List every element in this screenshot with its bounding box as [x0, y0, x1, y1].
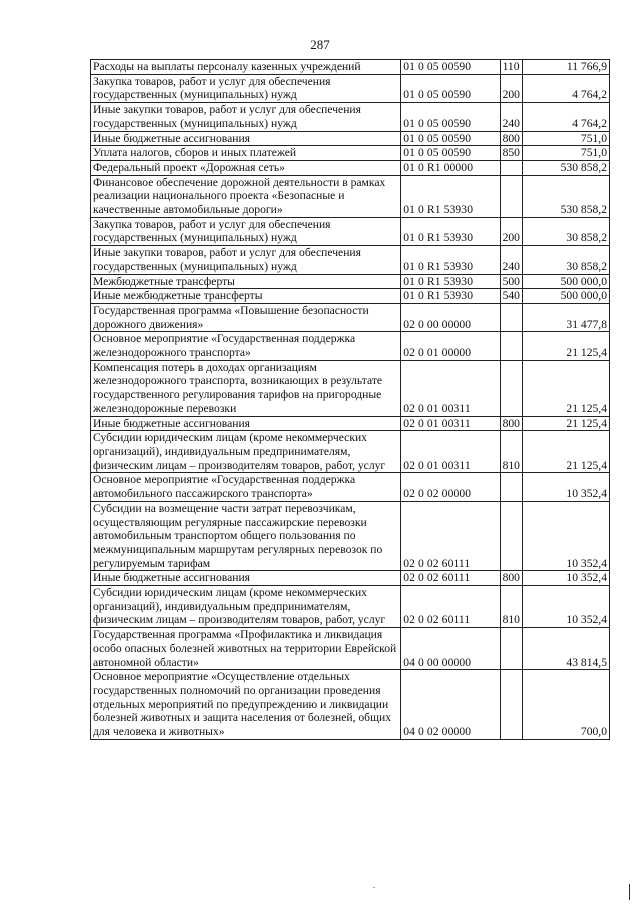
row-expense-type — [500, 303, 522, 331]
row-amount: 21 125,4 — [522, 360, 609, 416]
row-code: 01 0 R1 53930 — [401, 274, 500, 289]
table-row — [91, 473, 610, 501]
row-name: Иные закупки товаров, работ и услуг для обеспечения государственных (муниципальных) нужд — [91, 103, 401, 131]
row-expense-type: 800 — [500, 571, 522, 586]
table-row — [91, 360, 610, 416]
row-code: 01 0 R1 53930 — [401, 175, 500, 217]
row-name: Государственная программа «Профилактика и ликвидация особо опасных болезней животных на территории Еврейской автономной области» — [91, 628, 401, 670]
row-expense-type: 810 — [500, 431, 522, 473]
row-amount: 10 352,4 — [522, 586, 609, 628]
row-code: 01 0 05 00590 — [401, 146, 500, 161]
row-expense-type — [500, 473, 522, 501]
row-amount: 751,0 — [522, 131, 609, 146]
row-amount: 530 858,2 — [522, 160, 609, 175]
row-code: 02 0 01 00311 — [401, 431, 500, 473]
row-name: Иные закупки товаров, работ и услуг для обеспечения государственных (муниципальных) нужд — [91, 246, 401, 274]
row-name: Закупка товаров, работ и услуг для обеспечения государственных (муниципальных) нужд — [91, 74, 401, 102]
table-row — [91, 628, 610, 670]
row-code: 02 0 00 00000 — [401, 303, 500, 331]
row-name: Субсидии на возмещение части затрат перевозчикам, осуществляющим регулярные пассажирские перевозки автомобильным транспортом общего пользования по межмуниципальным маршрутам регулярных перевозок по регулируемым тарифам — [91, 501, 401, 571]
budget-table-body — [91, 60, 610, 740]
row-expense-type: 850 — [500, 146, 522, 161]
row-expense-type: 200 — [500, 217, 522, 245]
table-row — [91, 332, 610, 360]
row-expense-type: 800 — [500, 131, 522, 146]
row-expense-type: 240 — [500, 103, 522, 131]
row-name: Иные бюджетные ассигнования — [91, 131, 401, 146]
row-amount: 43 814,5 — [522, 628, 609, 670]
table-row — [91, 670, 610, 740]
row-name: Расходы на выплаты персоналу казенных учреждений — [91, 60, 401, 75]
row-code: 01 0 05 00590 — [401, 60, 500, 75]
row-name: Иные межбюджетные трансферты — [91, 289, 401, 304]
row-name: Иные бюджетные ассигнования — [91, 416, 401, 431]
table-row — [91, 586, 610, 628]
row-amount: 4 764,2 — [522, 74, 609, 102]
table-row — [91, 131, 610, 146]
row-amount: 10 352,4 — [522, 501, 609, 571]
row-expense-type: 240 — [500, 246, 522, 274]
table-row — [91, 501, 610, 571]
table-row — [91, 431, 610, 473]
row-code: 01 0 R1 53930 — [401, 217, 500, 245]
row-expense-type: 800 — [500, 416, 522, 431]
row-code: 02 0 02 60111 — [401, 571, 500, 586]
row-code: 01 0 05 00590 — [401, 131, 500, 146]
row-amount: 10 352,4 — [522, 571, 609, 586]
row-name: Межбюджетные трансферты — [91, 274, 401, 289]
table-row — [91, 60, 610, 75]
row-name: Основное мероприятие «Государственная поддержка автомобильного пассажирского транспорта» — [91, 473, 401, 501]
row-expense-type: 810 — [500, 586, 522, 628]
row-code: 02 0 02 60111 — [401, 586, 500, 628]
row-code: 02 0 01 00311 — [401, 360, 500, 416]
table-row — [91, 103, 610, 131]
row-expense-type — [500, 628, 522, 670]
row-name: Основное мероприятие «Государственная поддержка железнодорожного транспорта» — [91, 332, 401, 360]
row-amount: 21 125,4 — [522, 416, 609, 431]
row-name: Основное мероприятие «Осуществление отдельных государственных полномочий по организации проведения отдельных мероприятий по предупреждению и ликвидации болезней животных и защита населения от болезней, общих для человека и животных» — [91, 670, 401, 740]
row-expense-type: 200 — [500, 74, 522, 102]
row-name: Иные бюджетные ассигнования — [91, 571, 401, 586]
row-amount: 700,0 — [522, 670, 609, 740]
row-expense-type — [500, 501, 522, 571]
row-code: 04 0 02 00000 — [401, 670, 500, 740]
row-code: 01 0 05 00590 — [401, 103, 500, 131]
row-amount: 500 000,0 — [522, 289, 609, 304]
row-name: Компенсация потерь в доходах организациям железнодорожного транспорта, возникающих в результате государственного регулирования тарифов на пригородные железнодорожные перевозки — [91, 360, 401, 416]
row-name: Закупка товаров, работ и услуг для обеспечения государственных (муниципальных) нужд — [91, 217, 401, 245]
margin-tick — [629, 884, 630, 900]
table-row — [91, 175, 610, 217]
row-name: Субсидии юридическим лицам (кроме некоммерческих организаций), индивидуальным предпринимателям, физическим лицам – производителям товаров, работ, услуг — [91, 431, 401, 473]
row-name: Финансовое обеспечение дорожной деятельности в рамках реализации национального проекта «Безопасные и качественные автомобильные дороги» — [91, 175, 401, 217]
table-row — [91, 160, 610, 175]
footer-mark: . — [373, 880, 376, 890]
table-row — [91, 146, 610, 161]
row-code: 01 0 05 00590 — [401, 74, 500, 102]
row-amount: 500 000,0 — [522, 274, 609, 289]
row-expense-type: 500 — [500, 274, 522, 289]
table-row — [91, 246, 610, 274]
row-expense-type — [500, 160, 522, 175]
row-name: Субсидии юридическим лицам (кроме некоммерческих организаций), индивидуальным предпринимателям, физическим лицам – производителям товаров, работ, услуг — [91, 586, 401, 628]
table-row — [91, 74, 610, 102]
row-amount: 11 766,9 — [522, 60, 609, 75]
budget-table — [90, 59, 610, 740]
row-amount: 31 477,8 — [522, 303, 609, 331]
row-name: Уплата налогов, сборов и иных платежей — [91, 146, 401, 161]
table-row — [91, 274, 610, 289]
row-code: 02 0 01 00311 — [401, 416, 500, 431]
row-expense-type: 540 — [500, 289, 522, 304]
row-expense-type — [500, 360, 522, 416]
row-code: 04 0 00 00000 — [401, 628, 500, 670]
row-expense-type: 110 — [500, 60, 522, 75]
row-amount: 4 764,2 — [522, 103, 609, 131]
row-amount: 530 858,2 — [522, 175, 609, 217]
table-row — [91, 416, 610, 431]
row-amount: 30 858,2 — [522, 246, 609, 274]
row-amount: 21 125,4 — [522, 332, 609, 360]
row-expense-type — [500, 175, 522, 217]
table-row — [91, 303, 610, 331]
row-amount: 10 352,4 — [522, 473, 609, 501]
row-amount: 30 858,2 — [522, 217, 609, 245]
row-amount: 751,0 — [522, 146, 609, 161]
row-code: 02 0 01 00000 — [401, 332, 500, 360]
row-code: 01 0 R1 53930 — [401, 246, 500, 274]
page-number: 287 — [310, 37, 330, 52]
row-amount: 21 125,4 — [522, 431, 609, 473]
table-row — [91, 571, 610, 586]
table-row — [91, 217, 610, 245]
row-expense-type — [500, 670, 522, 740]
row-expense-type — [500, 332, 522, 360]
row-code: 02 0 02 00000 — [401, 473, 500, 501]
row-code: 01 0 R1 53930 — [401, 289, 500, 304]
row-code: 01 0 R1 00000 — [401, 160, 500, 175]
row-name: Федеральный проект «Дорожная сеть» — [91, 160, 401, 175]
row-name: Государственная программа «Повышение безопасности дорожного движения» — [91, 303, 401, 331]
table-row — [91, 289, 610, 304]
row-code: 02 0 02 60111 — [401, 501, 500, 571]
